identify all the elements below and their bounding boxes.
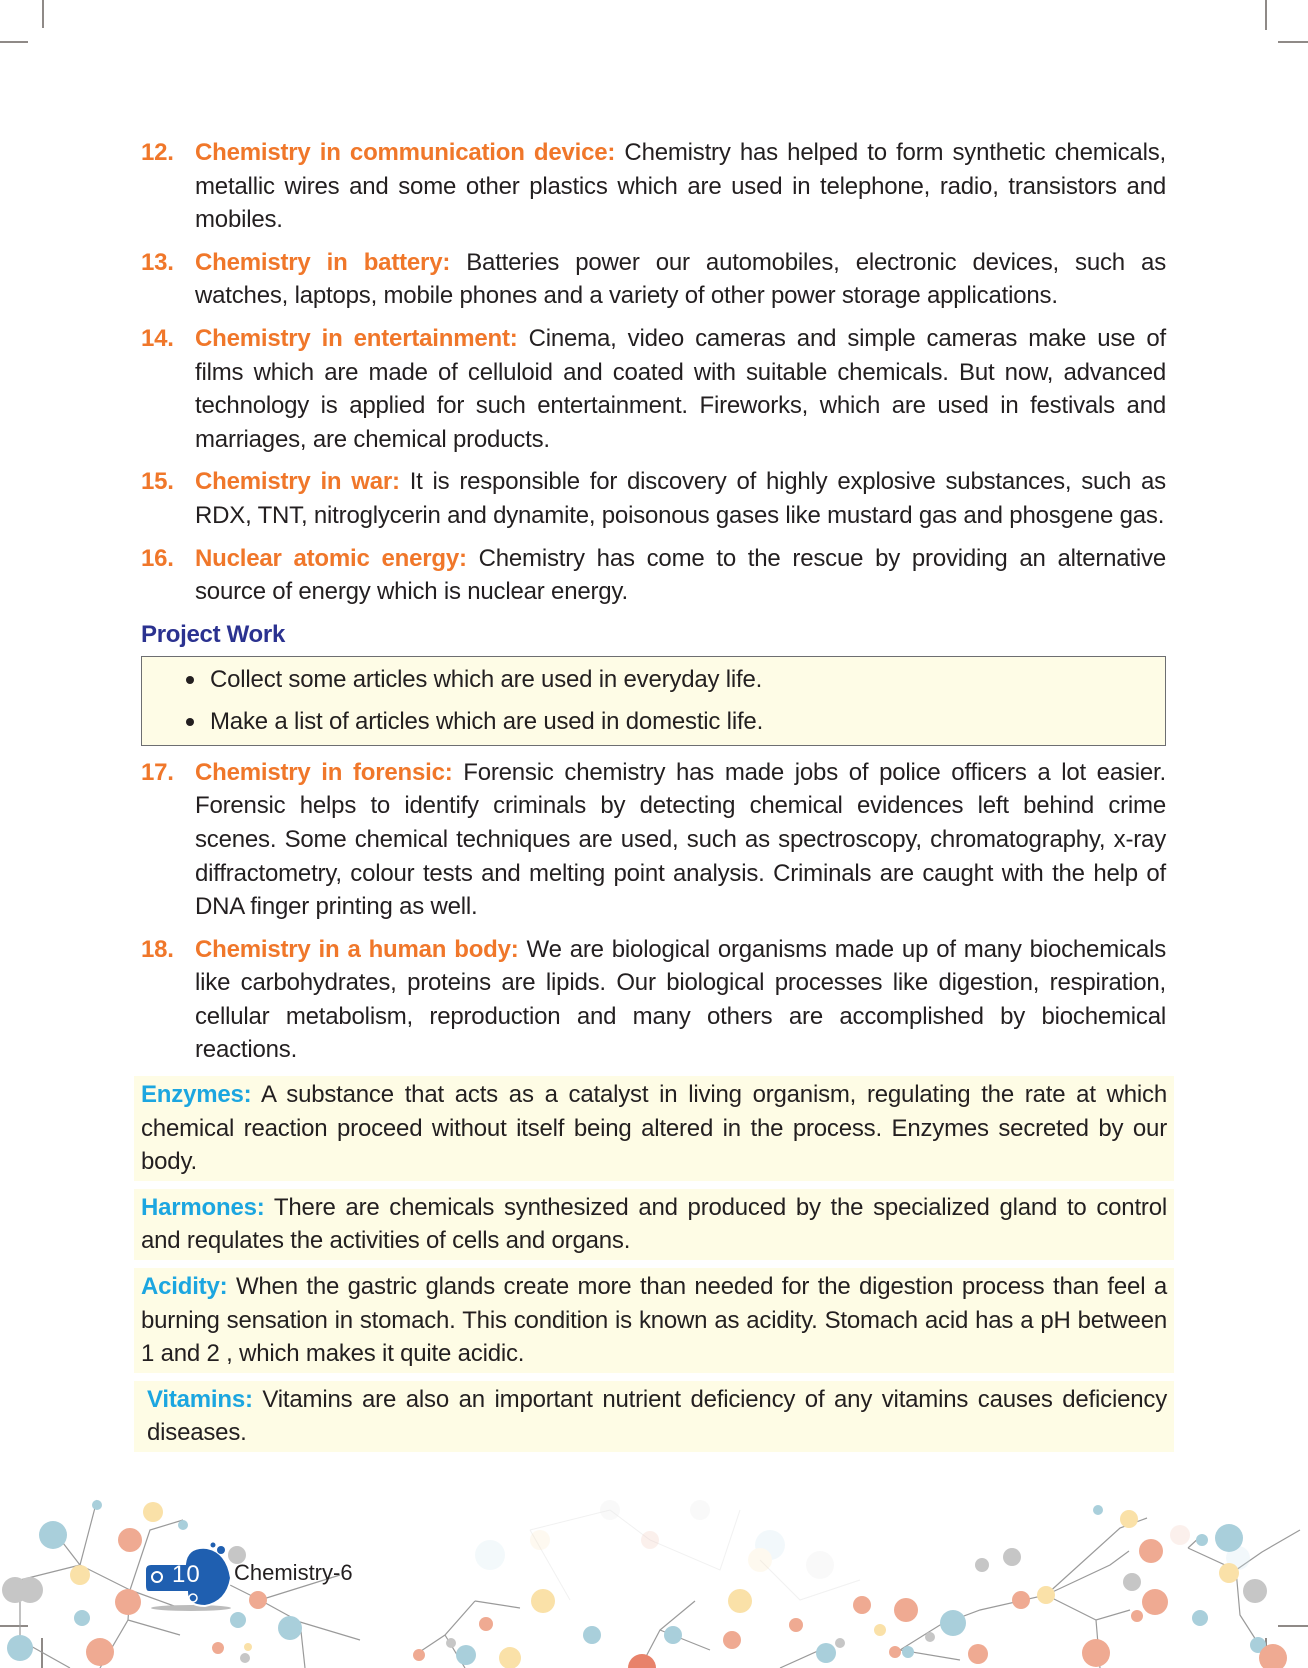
- crop-mark: [0, 41, 28, 43]
- crop-mark: [1265, 0, 1267, 30]
- list-item: [141, 322, 1166, 456]
- item-number: 12.: [141, 139, 174, 166]
- project-work-title: Project Work: [141, 620, 285, 648]
- item-heading: Chemistry in communication device:: [195, 139, 616, 166]
- note-heading: Harmones:: [141, 1193, 265, 1221]
- list-item: [141, 465, 1166, 532]
- note-text: When the gastric glands create more than needed for the digestion process than feel a burning sensation in stomach. This condition is known as acidity. Stomach acid has a pH between 1 and 2 , which makes it quite acidic.: [141, 1273, 1167, 1368]
- item-heading: Chemistry in battery:: [195, 248, 451, 276]
- note-text: There are chemicals synthesized and produced by the specialized gland to control and requlates the activities of cells and organs.: [141, 1193, 1167, 1255]
- item-text: Batteries power our automobiles, electronic devices, such as watches, laptops, mobile phones and a variety of other power storage applications.: [195, 248, 1167, 310]
- crop-mark: [1278, 41, 1308, 43]
- note-heading: Vitamins:: [147, 1385, 253, 1413]
- item-text: Forensic chemistry has made jobs of police officers a lot easier. Forensic helps to identify criminals by detecting chemical evidences left behind crime scenes. Some chemical techniques are used, such as spectroscopy, chromatography, x-ray diffractometry, colour tests and melting point analysis. Criminals are caught with the help of DNA finger printing as well.: [195, 758, 1166, 921]
- note-vitamins: [134, 1381, 1174, 1452]
- note-acidity: [134, 1268, 1174, 1373]
- list-item: [141, 756, 1166, 924]
- item-heading: Chemistry in forensic:: [195, 758, 453, 786]
- project-work-bullet: Collect some articles which are used in everyday life.: [184, 659, 1165, 701]
- item-text: It is responsible for discovery of highly explosive substances, such as RDX, TNT, nitroglycerin and dynamite, poisonous gases like mustard gas and phosgene gas.: [195, 468, 1166, 529]
- item-number: 14.: [141, 324, 174, 352]
- page-number: 10: [172, 1561, 201, 1588]
- item-number: 13.: [141, 248, 174, 276]
- note-heading: Enzymes:: [141, 1081, 252, 1109]
- list-item: [141, 542, 1166, 609]
- list-item: [141, 933, 1166, 1067]
- page-content: [141, 136, 1166, 1460]
- list-item: [141, 246, 1166, 313]
- item-heading: Chemistry in a human body:: [195, 935, 519, 963]
- project-work-bullet: Make a list of articles which are used in domestic life.: [184, 701, 1165, 743]
- crop-mark: [42, 0, 44, 28]
- item-number: 17.: [141, 758, 174, 786]
- book-title: Chemistry-6: [234, 1560, 353, 1585]
- item-text: Chemistry has helped to form synthetic chemicals, metallic wires and some other plastics which are used in telephone, radio, transistors and mobiles.: [195, 139, 1166, 234]
- list-item: [141, 136, 1166, 237]
- note-harmones: [134, 1189, 1174, 1260]
- item-text: Cinema, video cameras and simple cameras make use of films which are made of celluloid and coated with suitable chemicals. But now, advanced technology is applied for such entertainment. Fireworks, which are used in festivals and marriages, are chemical products.: [195, 324, 1166, 453]
- item-heading: Chemistry in entertainment:: [195, 324, 518, 352]
- item-heading: Nuclear atomic energy:: [195, 544, 467, 572]
- item-number: 18.: [141, 935, 174, 963]
- note-text: A substance that acts as a catalyst in living organism, regulating the rate at which chemical reaction proceed without itself being altered in the process. Enzymes secreted by our body.: [141, 1081, 1167, 1176]
- item-text: Chemistry has come to the rescue by providing an alternative source of energy which is nuclear energy.: [195, 544, 1166, 606]
- note-text: Vitamins are also an important nutrient deficiency of any vitamins causes deficiency diseases.: [147, 1385, 1167, 1447]
- note-enzymes: [134, 1076, 1174, 1181]
- project-work-box: [141, 656, 1166, 746]
- item-number: 16.: [141, 544, 174, 572]
- item-text: We are biological organisms made up of many biochemicals like carbohydrates, proteins are lipids. Our biological processes like digestion, respiration, cellular metabolism, reproduction and many others are accomplished by biochemical reactions.: [195, 935, 1166, 1064]
- note-heading: Acidity:: [141, 1273, 228, 1301]
- item-heading: Chemistry in war:: [195, 468, 400, 496]
- item-number: 15.: [141, 468, 174, 496]
